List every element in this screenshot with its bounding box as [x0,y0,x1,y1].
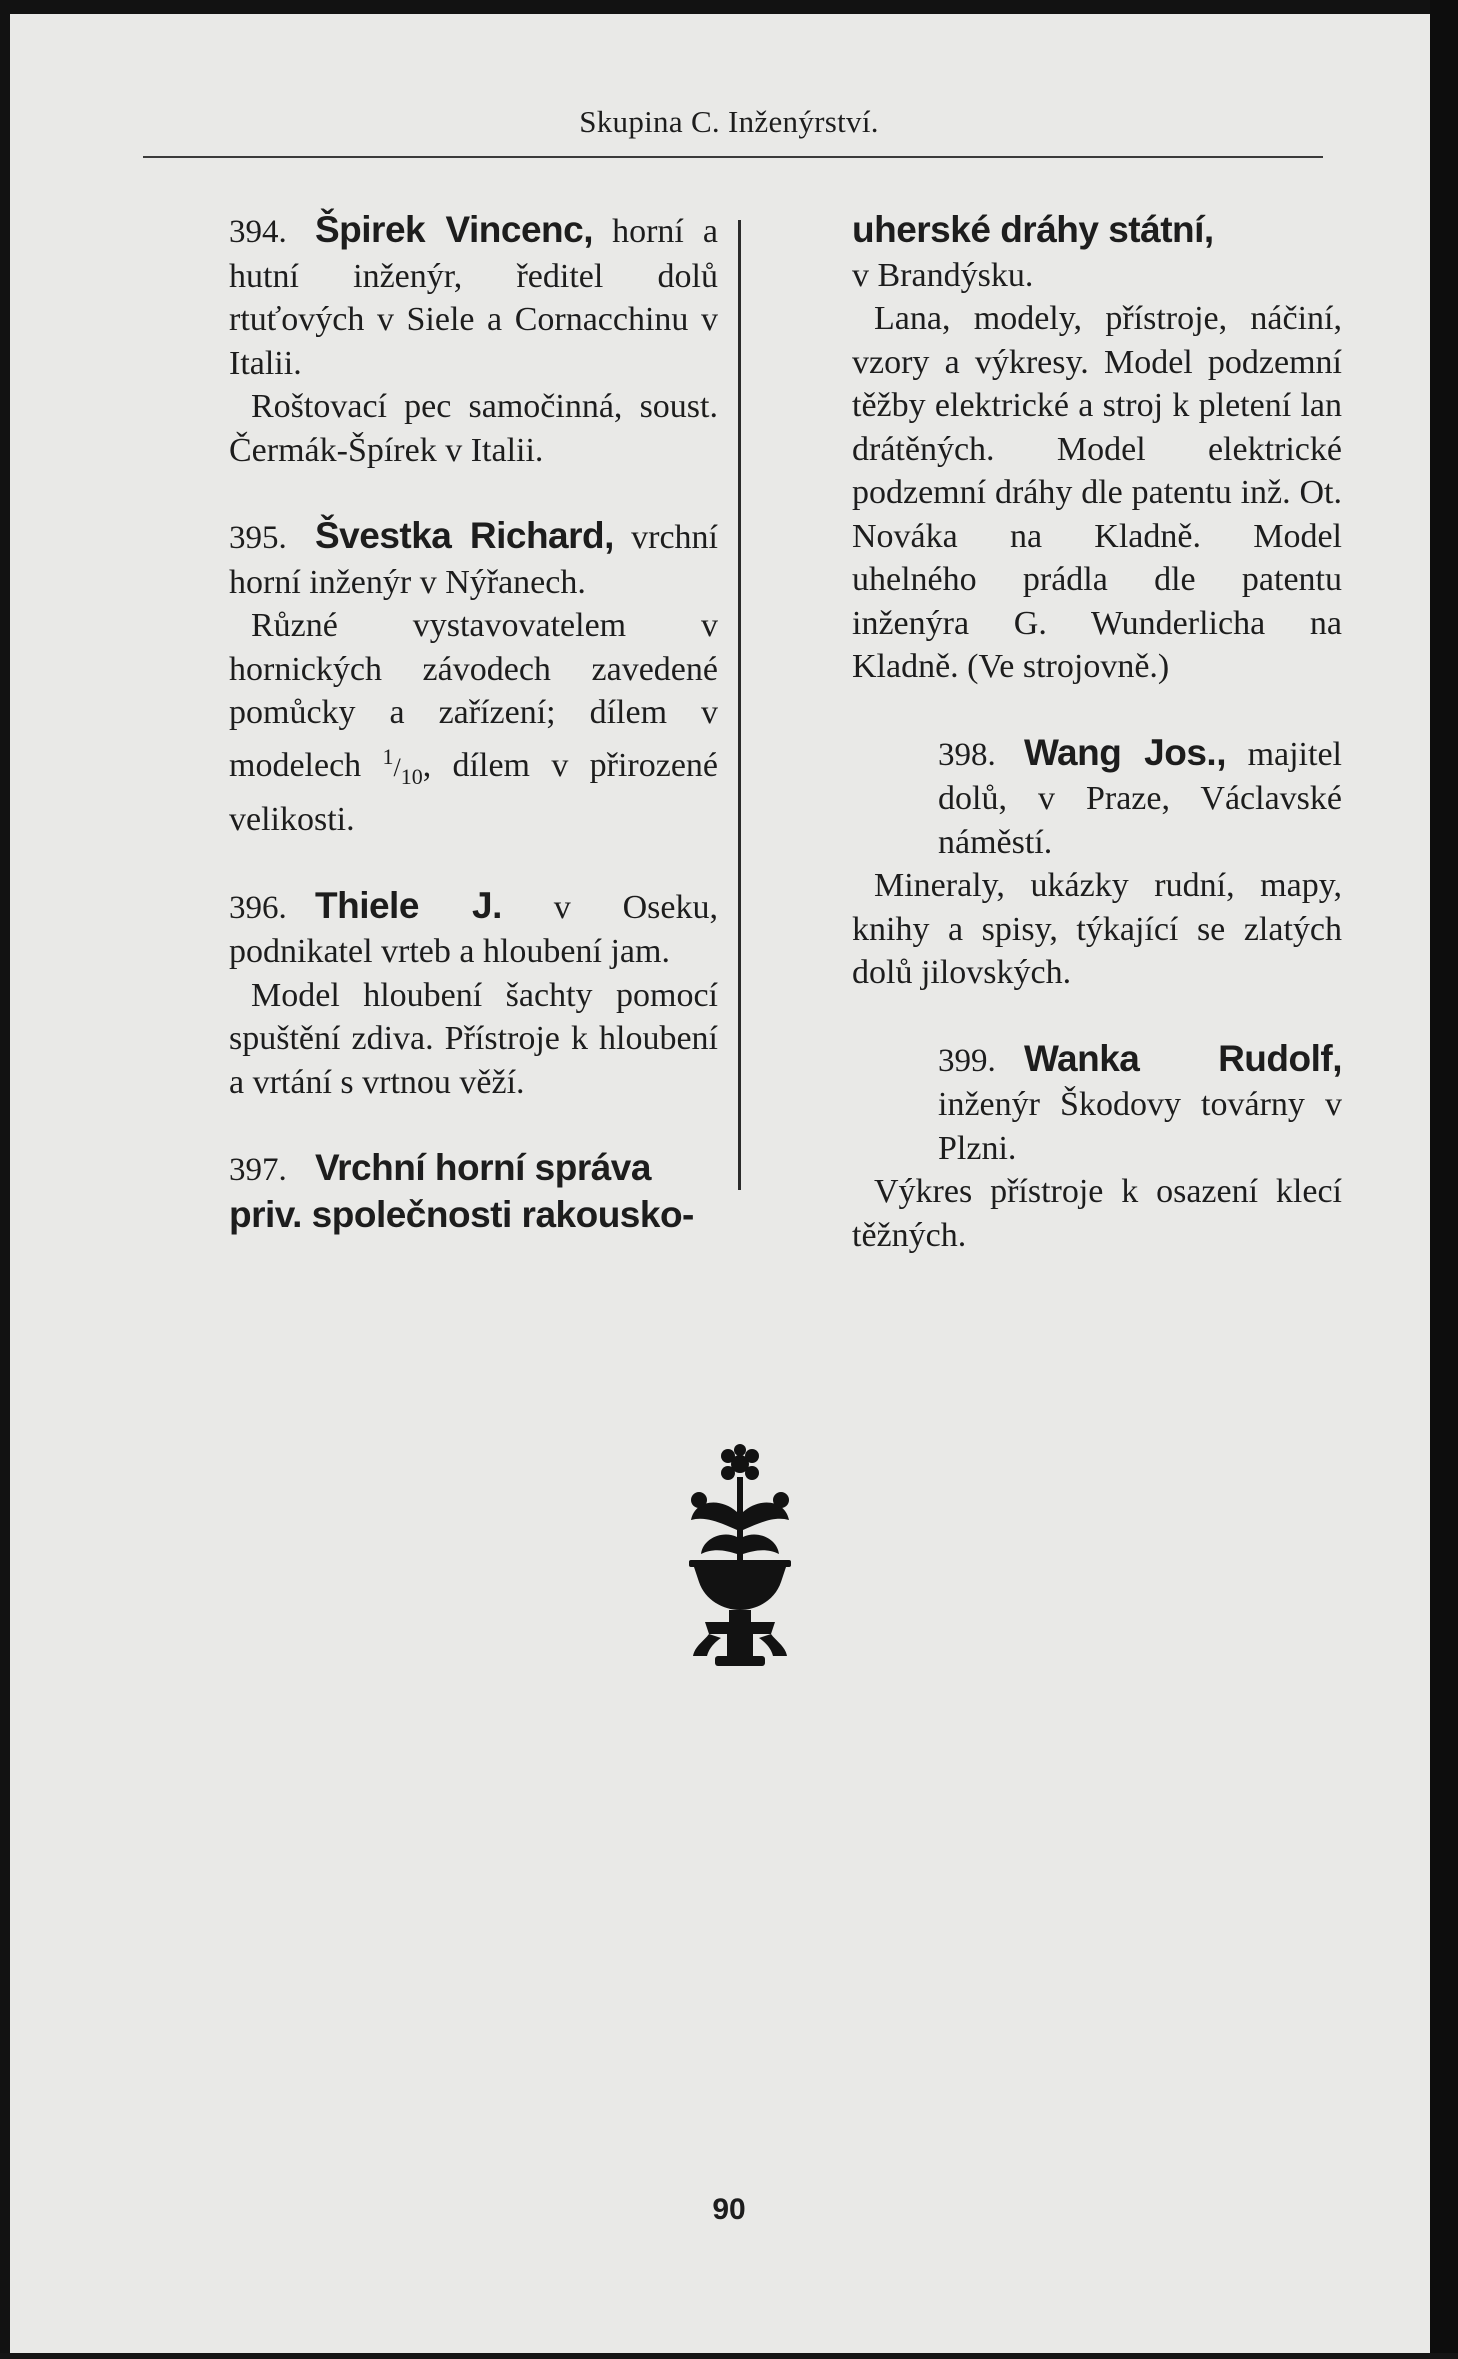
right-column [852,208,1342,1299]
entry-number: 398. [938,736,996,773]
running-head [0,104,1458,140]
entry-heading [143,514,718,604]
entry-heading [852,731,1342,865]
scan-border-top [0,0,1458,14]
exhibit-description: Lana, modely, přístroje, náčiní, vzory a výkresy. Model podzemní těžby elektrické a stroj k pletení lan drátěných. Model elektrické podzemní dráhy dle patentu inž. Ot. Nováka na Kladně. Model uhelného prádla dle patentu inženýra G. Wunderlicha na Kladně. (Ve strojovně.) [852,300,1342,685]
catalog-entry-396 [143,884,718,1105]
entry-heading [143,884,718,974]
entry-number: 396. [229,889,287,926]
description-text-after: , dílem v přirozené velikosti. [229,746,718,838]
exhibit-description: Roštovací pec samočinná, soust. Čermák-Špírek v Italii. [229,388,718,469]
exhibitor-intro: v Oseku, podnikatel vrteb a hloubení jam. [229,888,718,970]
exhibitor-name: uherské dráhy státní, [852,209,1214,250]
column-divider [738,220,741,1190]
entry-heading [143,208,718,385]
exhibit-description: Mineraly, ukázky rudní, mapy, knihy a spisy, týkající se zlatých dolů jilovských. [852,867,1342,991]
description-text-before: Různé vystavovatelem v hornických závodech zavedené pomůcky a zařízení; dílem v modelech [229,607,718,784]
exhibitor-name: Vrchní horní správa priv. společnosti rakousko- [229,1147,694,1235]
catalog-entry-399 [852,1037,1342,1258]
entry-number: 395. [229,520,287,556]
catalog-entry-397 [143,1146,718,1238]
page-number: 90 [712,2193,746,2226]
exhibitor-intro: majitel dolů, v Praze, Václavské náměstí. [938,735,1342,861]
scan-border-left [0,0,10,2359]
entry-number: 397. [229,1152,287,1188]
exhibitor-name: Wanka Rudolf, [1024,1037,1342,1079]
left-column [143,208,718,1280]
exhibitor-intro: vrchní horní inženýr v Nýřanech. [229,519,718,601]
catalog-entry-395 [143,514,718,842]
exhibitor-name: Wang Jos., [1024,731,1226,773]
scan-border-right [1430,0,1458,2359]
running-head-field: Inženýrství. [727,104,879,139]
exhibitor-intro: inženýr Škodovy továrny v Plzni. [938,1086,1342,1167]
entry-number: 394. [229,214,287,250]
entry-heading [852,1037,1342,1171]
scale-fraction: $^1/_{10}$ [382,743,423,789]
entry-number: 399. [938,1042,996,1079]
catalog-entry-394 [143,208,718,472]
exhibit-description: Model hloubení šachty pomocí spuštění zdiva. Přístroje k hloubení a vrtání s vrtnou věží. [229,976,718,1101]
exhibitor-name-continued [852,208,1342,254]
fraction-numerator: 1 [382,743,394,769]
header-rule [143,156,1323,158]
catalog-entry-397-continued [852,208,1342,689]
exhibitor-intro: v Brandýsku. [852,256,1034,294]
exhibit-description [229,604,718,842]
entry-heading [143,1146,718,1238]
scan-border-bottom [0,2353,1458,2359]
exhibitor-name: Thiele J. [315,884,502,926]
flower-vase-ornament-icon [685,1442,795,1672]
running-head-group: Skupina C. [579,104,720,139]
exhibit-description: Výkres přístroje k osazení klecí těžných. [852,1173,1342,1254]
fraction-denominator: 10 [400,763,423,789]
catalog-entry-398 [852,731,1342,995]
exhibitor-name: Špirek Vincenc, [315,209,593,250]
exhibitor-intro: horní a hutní inženýr, ředitel dolů rtuťových v Siele a Cornacchinu v Italii. [229,213,718,382]
exhibitor-name: Švestka Richard, [315,515,614,556]
